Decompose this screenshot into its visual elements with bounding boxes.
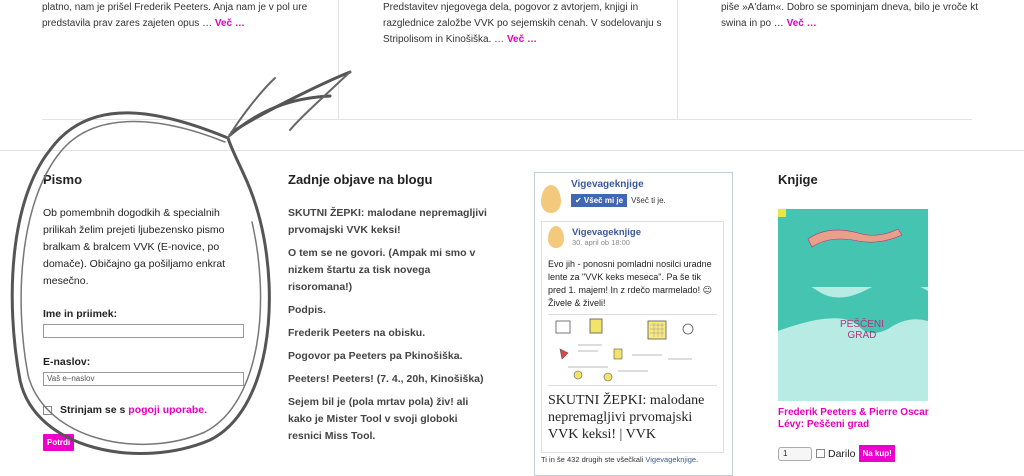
cookie-sketch-icon <box>548 315 718 385</box>
books-title: Knjige <box>778 172 818 187</box>
excerpt-2 <box>383 0 663 48</box>
blog-post-link[interactable]: Podpis. <box>288 304 326 316</box>
excerpt-3 <box>721 0 991 32</box>
fb-page-name[interactable]: Vigevageknjige <box>571 179 644 190</box>
email-label: E-naslov: <box>43 356 91 368</box>
fb-footer-link[interactable]: Vigevageknjige. <box>645 455 699 464</box>
gift-label: Darilo <box>828 447 856 460</box>
divider <box>338 0 339 120</box>
swimmer-illustration-icon <box>778 209 928 401</box>
excerpt-text: platno, nam je prišel Frederik Peeters. Anja nam je v pol ure <box>42 2 308 13</box>
name-label: Ime in priimek: <box>43 308 118 320</box>
blog-post-link[interactable]: Sejem bil je (pola mrtav pola) živ! ali kako je Mister Tool v svoji globoki resnici Miss Tool. <box>288 396 469 442</box>
fb-footer <box>541 455 698 464</box>
excerpt-text: Predstavitev njegovega dela, pogovor z avtorjem, knjigi in <box>383 2 639 13</box>
excerpt-text: predstavila prav zares zajeten opus … <box>42 18 215 29</box>
read-more-link[interactable]: Več … <box>506 34 537 45</box>
blog-post-list <box>288 205 488 445</box>
top-excerpts <box>0 0 1024 120</box>
cover-title: PEŠČENI GRAD <box>840 319 884 341</box>
blog-post-link[interactable]: SKUTNI ŽEPKI: malodane nepremagljivi prvomajski VVK keksi! <box>288 207 487 236</box>
egg-logo-icon <box>541 185 561 213</box>
divider <box>677 0 678 120</box>
read-more-link[interactable]: Več … <box>214 18 245 29</box>
divider <box>42 119 972 120</box>
fb-post-author[interactable]: Vigevageknjige <box>572 227 641 238</box>
email-input[interactable]: Vaš e–naslov <box>43 372 244 386</box>
submit-button[interactable]: Potrdi <box>43 434 74 451</box>
name-input[interactable] <box>43 324 244 338</box>
egg-avatar-icon <box>548 226 564 248</box>
fb-post-date[interactable]: 30. april ob 18:00 <box>572 238 630 247</box>
newsletter-description: Ob pomembnih dogodkih & specialnih prilikah želim prejeti ljubezensko pismo bralkam & bralcem VVK (E-novice, po domače). Običajno ga pošiljamo enkrat mesečno. <box>43 207 226 287</box>
terms-row <box>43 404 253 416</box>
terms-link[interactable]: pogoji uporabe. <box>128 404 208 416</box>
newsletter-widget <box>43 172 253 451</box>
buy-row <box>778 445 938 462</box>
excerpt-text: piše »A'dam«. Dobro se spominjam dneva, bilo je vroče kt <box>721 2 979 13</box>
read-more-link[interactable]: Več … <box>786 18 817 29</box>
terms-label: Strinjam se s <box>60 404 126 416</box>
terms-checkbox[interactable] <box>43 406 52 415</box>
books-widget <box>778 172 938 462</box>
fb-post-link-title[interactable]: SKUTNI ŽEPKI: malodane nepremagljivi prvomajski VVK keksi! | VVK <box>548 393 705 442</box>
excerpt-text: razglednice založbe VVK po sejemskih cenah. V sodelovanju s <box>383 18 662 29</box>
blog-post-link[interactable]: Frederik Peeters na obisku. <box>288 327 426 339</box>
quantity-select[interactable]: 1 <box>778 447 812 461</box>
fb-header <box>535 173 732 219</box>
excerpt-text: swina in po … <box>721 18 787 29</box>
gift-checkbox[interactable] <box>816 449 825 458</box>
fb-like-status: Všeč ti je. <box>631 196 666 205</box>
excerpt-text: Stripolisom in Kinošiška. … <box>383 34 507 45</box>
excerpt-1 <box>42 0 332 32</box>
fb-post <box>541 221 724 453</box>
fb-post-text: Evo jih - ponosni pomladni nosilci uradne lente za "VVK keks meseca". Pa še tik pred 1. majem! In z rdečo marmelado! 😐 Živele & živeli! <box>548 259 712 308</box>
facebook-page-widget <box>534 172 733 476</box>
newsletter-title: Pismo <box>43 172 83 187</box>
fb-like-button[interactable]: ✔ Všeč mi je <box>571 194 627 207</box>
blog-post-link[interactable]: Pogovor pa Peeters pa Pkinošiška. <box>288 350 463 362</box>
blog-widget <box>288 172 488 451</box>
divider <box>0 150 1024 151</box>
book-cover[interactable] <box>778 209 928 401</box>
fb-footer-text: Ti in še 432 drugih ste všečkali <box>541 455 646 464</box>
blog-title: Zadnje objave na blogu <box>288 172 433 187</box>
blog-post-link[interactable]: O tem se ne govori. (Ampak mi smo v nizkem štartu za tisk novega risoromana!) <box>288 247 476 293</box>
buy-button[interactable]: Na kup! <box>859 445 894 462</box>
fb-post-image[interactable] <box>548 314 717 386</box>
blog-post-link[interactable]: Peeters! Peeters! (7. 4., 20h, Kinošiška) <box>288 373 484 385</box>
book-title-link[interactable]: Frederik Peeters & Pierre Oscar Lévy: Peščeni grad <box>778 407 929 430</box>
